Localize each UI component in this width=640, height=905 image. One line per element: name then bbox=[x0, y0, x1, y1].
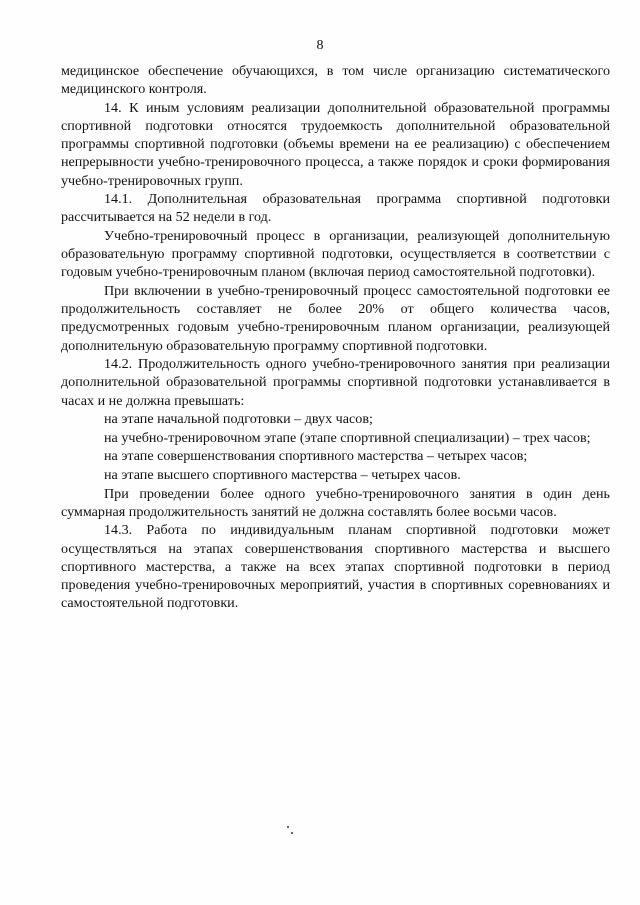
paragraph-self-training: При включении в учебно-тренировочный процесс самостоятельной подготовки ее продолжительность составляет не более 20% от общего количества часов, предусмотренных годовым учебно-тренировочным планом организации, реализующей дополнительную образовательную программу спортивной подготовки. bbox=[61, 283, 610, 354]
document-body bbox=[61, 62, 610, 612]
paragraph-medical-support: медицинское обеспечение обучающихся, в том числе организацию систематического медицинского контроля. bbox=[61, 63, 610, 98]
paragraph-14-1: 14.1. Дополнительная образовательная программа спортивной подготовки рассчитывается на 52 недели в год. bbox=[61, 191, 610, 226]
list-item-higher-stage: на этапе высшего спортивного мастерства – четырех часов. bbox=[104, 466, 461, 483]
paragraph-14-3: 14.3. Работа по индивидуальным планам спортивной подготовки может осуществляться на этапах совершенствования спортивного мастерства и высшего спортивного мастерства, а также на всех этапах спортивной подготовки в период проведения учебно-тренировочных мероприятий, участия в спортивных соревнованиях и самостоятельной подготовки. bbox=[61, 522, 610, 612]
list-item-training-stage: на учебно-тренировочном этапе (этапе спортивной специализации) – трех часов; bbox=[104, 429, 591, 446]
paragraph-14-2: 14.2. Продолжительность одного учебно-тренировочного занятия при реализации дополнительной образовательной программы спортивной подготовки устанавливается в часах и не должна превышать: bbox=[61, 356, 610, 409]
paragraph-multiple-sessions: При проведении более одного учебно-тренировочного занятия в один день суммарная продолжительность занятий не должна составлять более восьми часов. bbox=[61, 485, 610, 520]
page-number: 8 bbox=[316, 38, 324, 53]
paragraph-14: 14. К иным условиям реализации дополнительной образовательной программы спортивной подготовки относятся трудоемкость дополнительной образовательной программы спортивной подготовки (объемы времени на ее реализацию) с обеспечением непрерывности учебно-тренировочного процесса, а также порядок и сроки формирования учебно-тренировочных групп. bbox=[61, 99, 610, 189]
scan-specks bbox=[287, 826, 295, 836]
paragraph-training-process: Учебно-тренировочный процесс в организации, реализующей дополнительную образовательную программу спортивной подготовки, осуществляется в соответствии с годовым учебно-тренировочным планом (включая период самостоятельной подготовки). bbox=[61, 228, 610, 281]
list-item-initial-stage: на этапе начальной подготовки – двух часов; bbox=[104, 411, 373, 428]
list-item-improvement-stage: на этапе совершенствования спортивного мастерства – четырех часов; bbox=[104, 448, 528, 465]
